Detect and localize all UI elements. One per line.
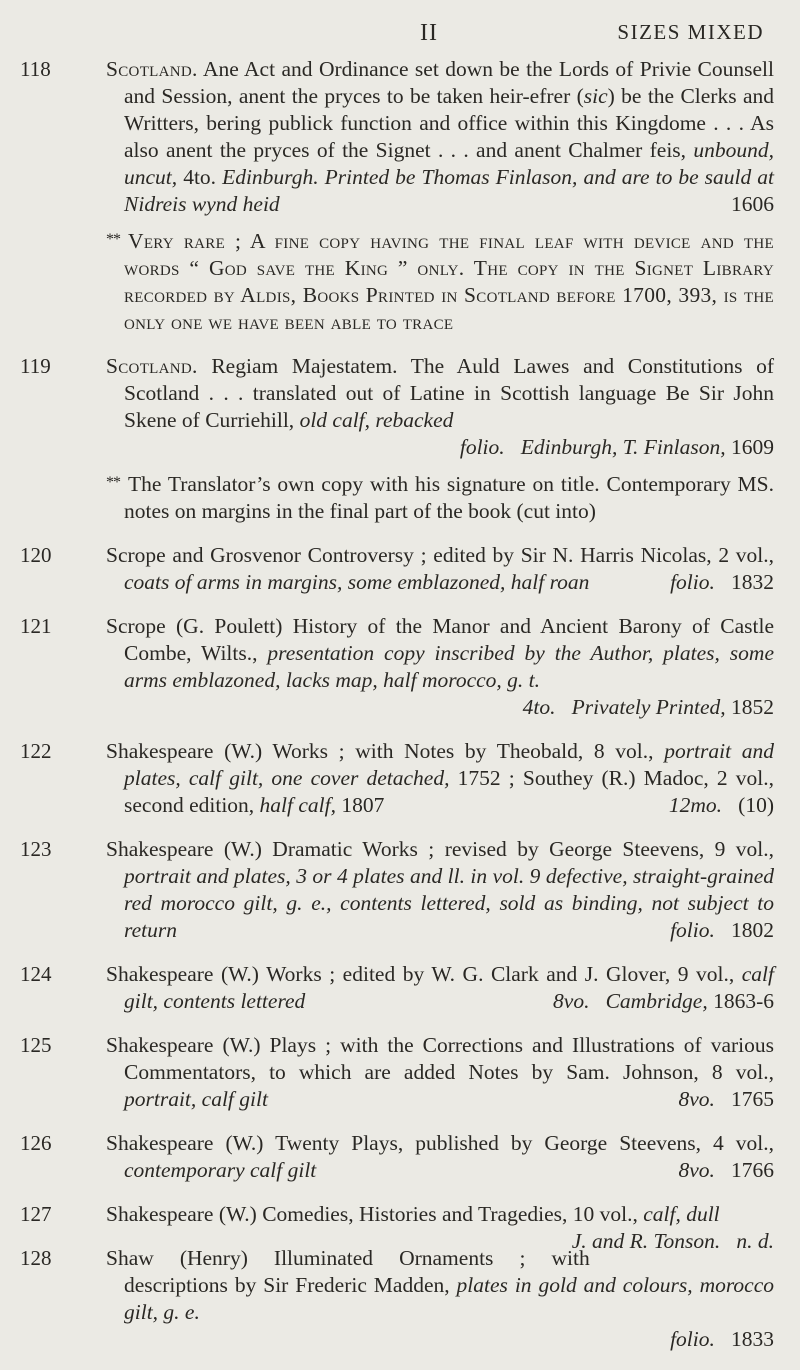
lot-description: Shakespeare (W.) Works ; with Notes by Theobald, 8 vol., portrait and plates, calf gilt, one cover detached, 1752 ; Southey (R.) Madoc, 2 vol., second edition, half calf, 1807 12mo. (10) xyxy=(106,739,774,817)
running-head xyxy=(0,20,800,48)
note-marker: ** xyxy=(106,231,120,248)
lot-number: 127 xyxy=(20,1202,52,1226)
lot-entry-123 xyxy=(0,836,800,944)
lot-description: Shakespeare (W.) Works ; edited by W. G. Clark and J. Glover, 9 vol., calf gilt, contents lettered 8vo. Cambridge, 1863-6 xyxy=(106,962,774,1013)
lot-number: 126 xyxy=(20,1131,52,1155)
lot-description: Shakespeare (W.) Comedies, Histories and Tragedies, 10 vol., calf, dull J. and R. Tonson. n. d. xyxy=(106,1202,774,1253)
lot-number: 123 xyxy=(20,837,52,861)
lot-entry-128 xyxy=(0,1245,800,1353)
lot-lead: Scotland. xyxy=(106,354,198,378)
note-marker: ** xyxy=(106,474,120,491)
lot-entry-118 xyxy=(0,56,800,336)
lot-list xyxy=(0,56,800,1370)
lot-description: Scrope (G. Poulett) History of the Manor and Ancient Barony of Castle Combe, Wilts., presentation copy inscribed by the Author, plates, some arms emblazoned, lacks map, half morocco, g. t. xyxy=(106,614,774,692)
lot-lead: Scotland. xyxy=(106,57,198,81)
lot-description: Scotland. Regiam Majestatem. The Auld Lawes and Constitutions of Scotland . . . translated out of Latine in Scottish language Be Sir John Skene of Curriehill, old calf, rebacked xyxy=(106,354,774,432)
section-title: SIZES MIXED xyxy=(617,20,764,44)
lot-number: 124 xyxy=(20,962,52,986)
lot-number: 119 xyxy=(20,354,51,378)
lot-description: Shakespeare (W.) Plays ; with the Corrections and Illustrations of various Commentators, to which are added Notes by Sam. Johnson, 8 vol., portrait, calf gilt 8vo. 1765 xyxy=(106,1033,774,1111)
lot-description: Scrope and Grosvenor Controversy ; edited by Sir N. Harris Nicolas, 2 vol., coats of arms in margins, some emblazoned, half roan folio. 1832 xyxy=(106,543,774,594)
lot-number: 125 xyxy=(20,1033,52,1057)
lot-year: 1606 xyxy=(731,192,774,216)
lot-imprint: folio. 1833 xyxy=(670,1327,774,1351)
page-number: II xyxy=(420,20,438,46)
lot-number: 120 xyxy=(20,543,52,567)
lot-entry-125 xyxy=(0,1032,800,1113)
lot-imprint: folio. Edinburgh, T. Finlason, 1609 xyxy=(459,435,774,459)
lot-number: 121 xyxy=(20,614,52,638)
lot-imprint: 4to. Privately Printed, 1852 xyxy=(522,695,774,719)
lot-description: Scotland. Ane Act and Ordinance set down be the Lords of Privie Counsell and Session, anent the pryces to be taken heir-efrer (sic) be the Clerks and Writters, bering publick function and office within this Kingdome . . . As also anent the pryces of the Signet . . . and anent Chalmer feis, unbound, uncut, 4to. Edinburgh. Printed be Thomas Finlason, and are to be sauld at Nidreis wynd heid 1606 xyxy=(106,57,775,216)
lot-number: 122 xyxy=(20,739,52,763)
lot-entry-119 xyxy=(0,353,800,525)
lot-number: 118 xyxy=(20,57,51,81)
lot-note: ** Very rare ; A fine copy having the final leaf with device and the words “ God save the King ” only. The copy in the Signet Library recorded by Aldis, Books Printed in Scotland before 1700, 393, is the only one we have been able to trace xyxy=(106,229,774,334)
lot-entry-126 xyxy=(0,1130,800,1184)
lot-entry-122 xyxy=(0,738,800,819)
lot-entry-127 xyxy=(0,1201,800,1253)
lot-description: Shakespeare (W.) Dramatic Works ; revised by George Steevens, 9 vol., portrait and plates, 3 or 4 plates and ll. in vol. 9 defective, straight-grained red morocco gilt, g. e., contents lettered, sold as binding, not subject to return folio. 1802 xyxy=(106,837,774,942)
lot-entry-121 xyxy=(0,613,800,721)
lot-number: 128 xyxy=(20,1246,52,1270)
lot-entry-120 xyxy=(0,542,800,596)
lot-description: Shaw (Henry) Illuminated Ornaments ; with descriptions by Sir Frederic Madden, plates in gold and colours, morocco gilt, g. e. xyxy=(106,1246,774,1324)
lot-description: Shakespeare (W.) Twenty Plays, published by George Steevens, 4 vol., contemporary calf gilt 8vo. 1766 xyxy=(106,1131,774,1182)
lot-note: ** The Translator’s own copy with his signature on title. Contemporary MS. notes on margins in the final part of the book (cut into) xyxy=(106,472,774,523)
lot-entry-124 xyxy=(0,961,800,1015)
